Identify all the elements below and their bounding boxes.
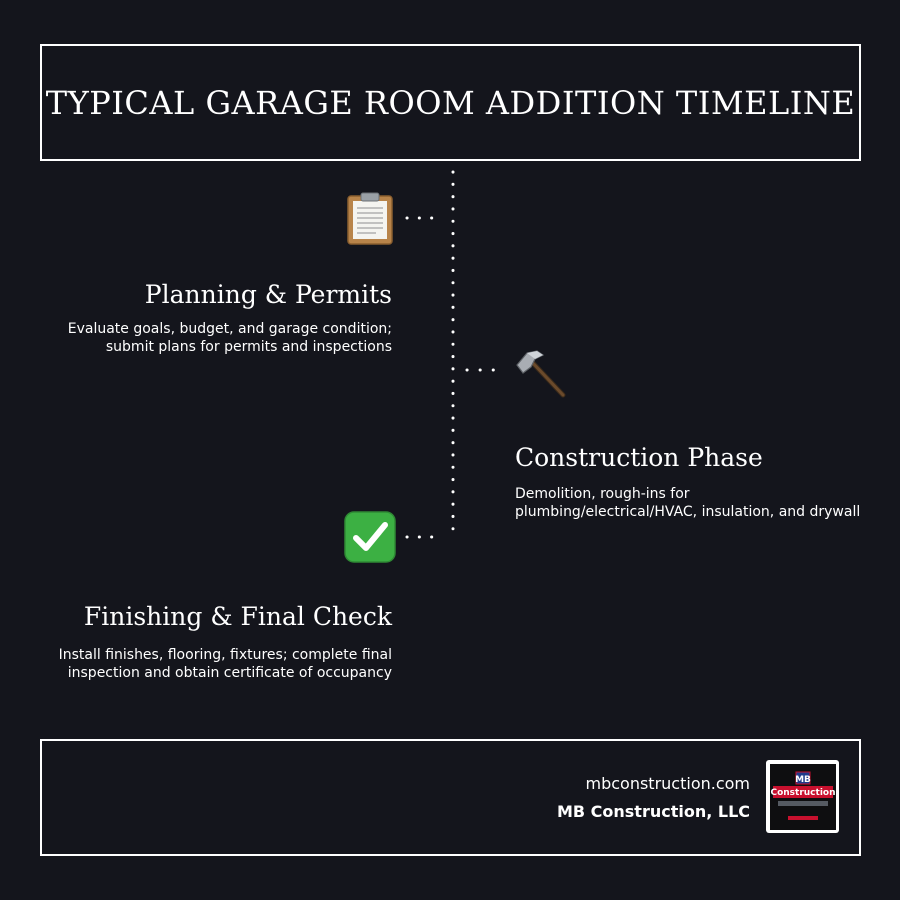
step-1-desc-line-1: Evaluate goals, budget, and garage condition; [67,321,392,337]
company-name: MB Construction, LLC [556,802,750,821]
step-2-icon-wrap [512,346,568,400]
step-1-title: Planning & Permits [144,280,392,309]
step-2-desc-line-1: Demolition, rough-ins for [515,486,690,502]
clipboard-icon [346,191,394,245]
step-1-desc-line-2: submit plans for permits and inspections [105,339,392,355]
step-1-icon-wrap [344,190,396,246]
page-title: TYPICAL GARAGE ROOM ADDITION TIMELINE [45,83,856,122]
logo-wordmark: Construction [769,787,836,798]
step-3-desc-line-2: inspection and obtain certificate of occupancy [67,665,392,681]
step-2-desc-line-2: plumbing/electrical/HVAC, insulation, and drywall [515,504,861,520]
company-logo [766,760,839,833]
hammer-icon [513,347,567,399]
step-3-icon-wrap [342,509,398,565]
step-3-title: Finishing & Final Check [83,602,392,631]
step-1-description [68,320,392,356]
website-link[interactable]: mbconstruction.com [585,774,750,793]
company-logo-graphic [770,764,836,830]
step-2-title: Construction Phase [515,443,763,472]
check-mark-icon [344,511,396,563]
footer-box [40,739,861,856]
step-2-description [515,485,860,521]
step-3-desc-line-1: Install finishes, flooring, fixtures; complete final [58,647,392,663]
svg-text:MB: MB [794,774,811,785]
step-3-description [59,646,392,682]
